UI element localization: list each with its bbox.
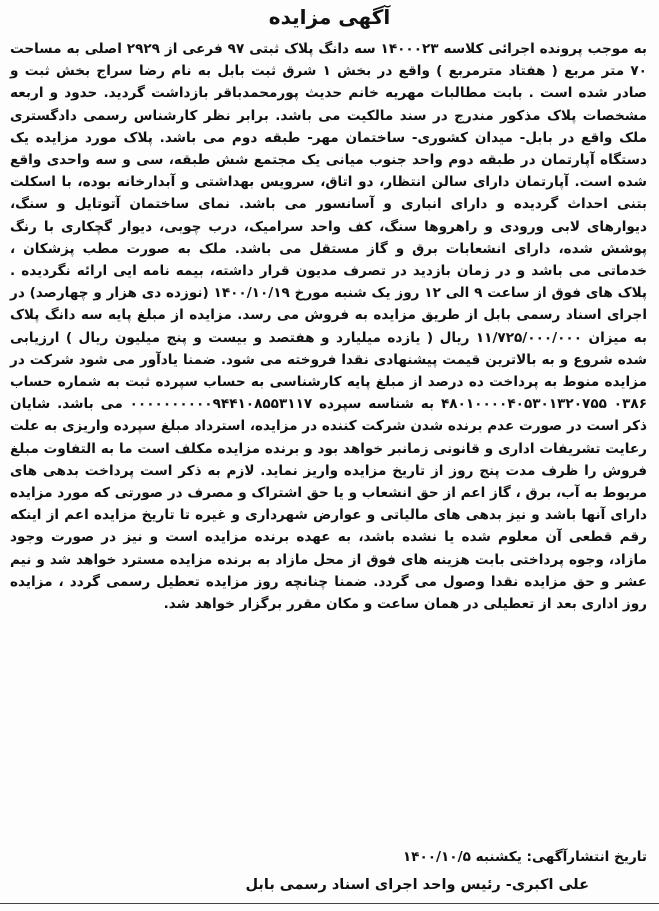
publication-date: تاریخ انتشارآگهی: یکشنبه ۱۴۰۰/۱۰/۵ (402, 849, 647, 865)
bottom-divider (0, 903, 659, 904)
signature-line: علی اکبری- رئیس واحد اجرای اسناد رسمی بابل (245, 877, 589, 893)
notice-body: به موجب پرونده اجرائی کلاسه ۱۴۰۰۰۲۳ سه دانگ پلاک ثبتی ۹۷ فرعی از ۲۹۲۹ اصلی به مساحت ۷۰ متر مربع ( هفتاد مترمربع ) واقع در بخش ۱ شرق ثبت بابل به نام رضا سراج بخش ثبت و صادر شده است . بابت مطالبات مهریه خانم حدیث پورمحمدباقر بازداشت گردید. حدود و اربعه مشخصات پلاک مذکور مندرج در سند مالکیت می باشد. برابر نظر کارشناس رسمی دادگستری ملک واقع در بابل- میدان کشوری- ساختمان مهر- طبقه دوم می باشد. پلاک مورد مزایده یک دستگاه آپارتمان در طبقه دوم واحد جنوب میانی یک مجتمع شش طبقه، سی و سه واحدی واقع شده است. آپارتمان دارای سالن انتظار، دو اتاق، سرویس بهداشتی و آبدارخانه بوده، با اسکلت بتنی احداث گردیده و دارای انباری و آسانسور می باشد. نمای ساختمان آتوتایل و سنگ، دیوارهای لابی ورودی و راهروها سنگ، کف واحد سرامیک، درب چوبی، دیوار گچکاری با رنگ پوشش شده، دارای انشعابات برق و گاز مستقل می باشد. ملک به صورت مطب پزشکان ، خدماتی می باشد و در زمان بازدید در تصرف مدیون قرار داشته، بیمه نامه ایی ارائه نگردیده . پلاک های فوق از ساعت ۹ الی ۱۲ روز یک شنبه مورخ ۱۴۰۰/۱۰/۱۹ (نوزده دی هزار و چهارصد) در اجرای اسناد رسمی بابل از طریق مزایده به فروش می رسد. مزایده از مبلغ پایه سه دانگ پلاک به میزان ۱۱/۷۲۵/۰۰۰/۰۰۰ ریال ( یازده میلیارد و هفتصد و بیست و پنج میلیون ریال ) ارزیابی شده شروع و به بالاترین قیمت پیشنهادی نقدا فروخته می شود. ضمنا یادآور می شود شرکت در مزایده منوط به پرداخت ده درصد از مبلغ پایه کارشناسی به حساب سپرده ثبت به شماره حساب ۰۳۸۶ ۴۸۰۱۰۰۰۰۴۰۵۳۰۱۳۲۰۷۵۵ به شناسه سپرده ۰۰۰۰۰۰۰۰۰۰۹۴۴۱۰۸۵۵۳۱۱۷ می باشد. شایان ذکر است در صورت عدم برنده شدن شرکت کننده در مزایده، استرداد مبلغ سپرده واریزی به علت رعایت تشریفات اداری و قانونی زمانبر خواهد بود و برنده مزایده مکلف است ما به التفاوت مبلغ فروش را ظرف مدت پنج روز از تاریخ مزایده واریز نماید. لازم به ذکر است پرداخت بدهی های مربوط به آب، برق ، گاز اعم از حق انشعاب و یا حق اشتراک و مصرف در صورتی که مورد مزایده دارای آنها باشد و نیز بدهی های مالیاتی و عوارض شهرداری و غیره تا تاریخ مزایده اعم از اینکه رقم قطعی آن معلوم شده یا نشده باشد، به عهده برنده مزایده است و نیز در صورت وجود مازاد، وجوه پرداختی بابت هزینه های فوق از محل مازاد به برنده مزایده مسترد خواهد شد و نیم عشر و حق مزایده نقدا وصول می گردد. ضمنا چنانچه روز مزایده تعطیل رسمی گردد ، مزایده روز اداری بعد از تعطیلی در همان ساعت و مکان مقرر برگزار خواهد شد. (10, 41, 647, 613)
notice-title: آگهی مزایده (268, 5, 391, 29)
